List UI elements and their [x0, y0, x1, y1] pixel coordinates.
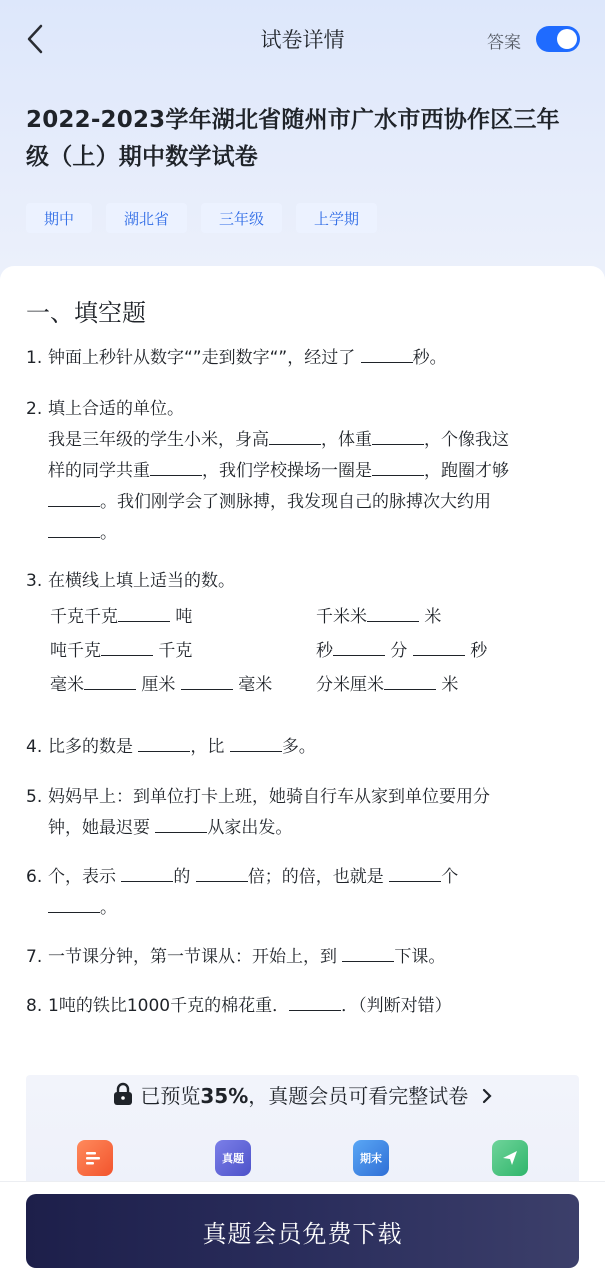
tag-semester[interactable]: 上学期	[296, 203, 377, 233]
toggle-knob	[557, 29, 577, 49]
answer-blank	[48, 895, 100, 913]
conversion-item: 千米米 米	[316, 600, 441, 634]
answer-blank	[181, 672, 233, 690]
question-4	[26, 732, 586, 763]
question-text: 。	[100, 523, 117, 543]
question-text: 从家出发。	[207, 818, 293, 838]
question-text: ，体重	[321, 430, 372, 450]
answer-blank	[269, 427, 321, 445]
answer-blank	[367, 604, 419, 622]
tag-grade[interactable]: 三年级	[201, 203, 282, 233]
question-text: 的	[173, 867, 196, 887]
question-text: 1吨的铁比1000千克的棉花重．	[48, 996, 290, 1016]
question-number: 3.	[26, 571, 43, 591]
answer-blank	[389, 864, 441, 882]
answer-blank	[230, 734, 282, 752]
tag-term[interactable]: 期中	[26, 203, 92, 233]
question-2	[26, 394, 586, 549]
answer-blank	[155, 815, 207, 833]
document-lines-icon	[83, 1148, 107, 1168]
feature-icons-row	[0, 1140, 605, 1180]
question-5	[26, 782, 586, 844]
conversion-item: 毫米 厘米 毫米	[50, 668, 272, 702]
send-icon[interactable]	[492, 1140, 528, 1176]
paper-plane-icon	[500, 1148, 520, 1168]
navbar	[0, 0, 605, 78]
conversion-item: 秒 分 秒	[316, 634, 487, 668]
answer-blank	[101, 638, 153, 656]
question-number: 8.	[26, 996, 43, 1016]
answer-blank	[196, 864, 248, 882]
question-text: ，我们学校操场一圈是	[202, 461, 372, 481]
answer-blank	[372, 427, 424, 445]
question-text: 秒。	[412, 348, 447, 368]
question-text: 样的同学共重	[48, 461, 150, 481]
answer-blank	[333, 638, 385, 656]
question-text: 个	[441, 867, 459, 887]
question-text: 我是三年级的学生小米，身高	[48, 430, 269, 450]
question-text: 钟，她最迟要	[48, 818, 156, 838]
question-text: 钟面上秒针从数字“”走到数字“”，经过了	[48, 348, 361, 368]
conversion-item: 吨千克 千克	[50, 634, 192, 668]
question-text: 妈妈早上：到单位打卡上班，她骑自行车从家到单位要用分	[48, 787, 490, 807]
answer-blank	[48, 520, 100, 538]
question-text: 个，表示	[48, 867, 122, 887]
question-number: 7.	[26, 947, 43, 967]
page-title: 试卷详情	[260, 28, 345, 52]
question-text: 倍；的倍，也就是	[247, 867, 390, 887]
qimo-icon[interactable]: 期末	[353, 1140, 389, 1176]
question-text: ，比	[190, 737, 230, 757]
preview-prefix: 已预览	[140, 1084, 201, 1108]
question-text: 一节课分钟，第一节课从：开始上，到	[48, 947, 343, 967]
question-1	[26, 343, 586, 374]
question-7	[26, 942, 586, 973]
question-text: 填上合适的单位。	[48, 399, 184, 419]
answer-blank	[361, 345, 413, 363]
question-text: ．（判断对错）	[341, 996, 452, 1016]
lock-icon	[112, 1082, 134, 1106]
tag-province[interactable]: 湖北省	[106, 203, 187, 233]
answer-blank	[118, 604, 170, 622]
preview-suffix: ，真题会员可看完整试卷	[248, 1084, 469, 1108]
conversion-item: 千克千克 吨	[50, 600, 192, 634]
answer-blank	[413, 638, 465, 656]
question-text: 。我们刚学会了测脉搏，我发现自己的脉搏次大约用	[100, 492, 491, 512]
answer-blank	[342, 944, 394, 962]
question-number: 5.	[26, 787, 43, 807]
zhenti-icon[interactable]: 真题	[215, 1140, 251, 1176]
question-number: 2.	[26, 399, 43, 419]
chevron-right-icon	[481, 1088, 493, 1104]
tag-list	[26, 203, 377, 233]
answer-blank	[84, 672, 136, 690]
paper-title: 2022-2023学年湖北省随州市广水市西协作区三年级（上）期中数学试卷	[26, 107, 560, 170]
answer-label: 答案	[487, 33, 521, 53]
answer-blank	[150, 458, 202, 476]
section-title: 一、填空题	[26, 299, 146, 327]
answer-toggle[interactable]	[536, 26, 580, 52]
answer-blank	[138, 734, 190, 752]
question-text: 多。	[281, 737, 316, 757]
question-6	[26, 862, 586, 924]
question-3	[26, 566, 586, 597]
question-text: 下课。	[394, 947, 446, 967]
question-text: 。	[100, 898, 117, 918]
preview-unlock-link[interactable]	[0, 1080, 605, 1109]
question-text: ，跑圈才够	[424, 461, 509, 481]
answer-blank	[384, 672, 436, 690]
paper-icon[interactable]	[77, 1140, 113, 1176]
question-8	[26, 991, 586, 1022]
question-number: 6.	[26, 867, 43, 887]
member-download-button[interactable]: 真题会员免费下载	[26, 1194, 579, 1268]
question-number: 1.	[26, 348, 43, 368]
question-text: ，个像我这	[424, 430, 509, 450]
answer-blank	[372, 458, 424, 476]
preview-percent: 35%	[200, 1084, 249, 1108]
answer-blank	[48, 489, 100, 507]
question-number: 4.	[26, 737, 43, 757]
answer-blank	[121, 864, 173, 882]
answer-blank	[289, 993, 341, 1011]
question-text: 在横线上填上适当的数。	[48, 571, 235, 591]
conversion-item: 分米厘米 米	[316, 668, 458, 702]
question-text: 比多的数是	[48, 737, 139, 757]
